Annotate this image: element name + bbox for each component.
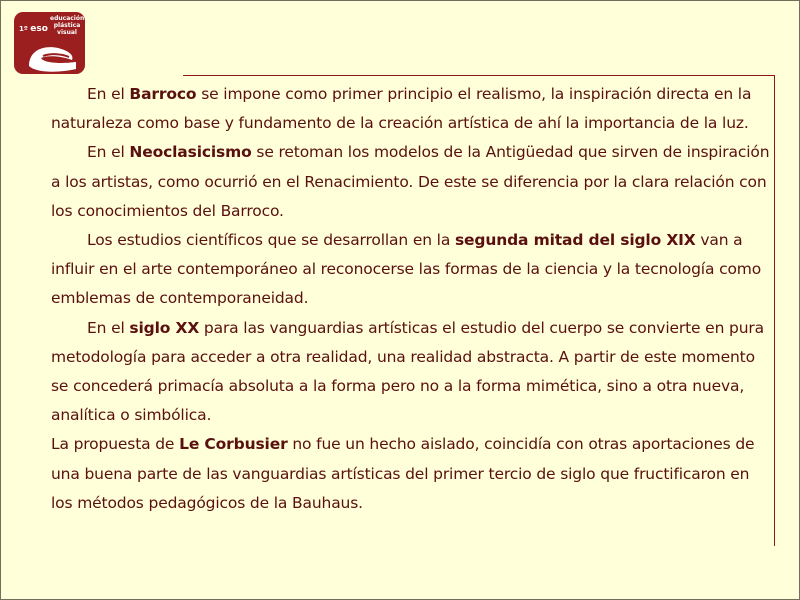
highlighted-term: siglo XX [129,318,200,337]
paragraph-4 [51,314,773,431]
logo-line-2: plástica [53,22,81,29]
highlighted-term: Neoclasicismo [129,143,252,162]
paragraph-2 [51,138,773,226]
paragraph-5 [51,430,773,518]
logo-line-3: visual [57,29,77,36]
paragraph-text: Los estudios científicos que se desarrollan en la [87,231,455,250]
course-logo [14,12,85,74]
logo-level: eso [30,24,48,34]
paragraph-text: se retoman los modelos de la Antigüedad que sirven de inspiración a los artistas, como ocurrió en el Renacimiento. De este se diferencia por la clara relación con los conocimientos del Barroco. [51,143,770,220]
paragraph-text: En el [87,143,130,162]
logo-grade-number: 1º [19,25,28,33]
paragraph-3 [51,226,773,314]
paragraph-text: En el [87,85,130,103]
highlighted-term: Barroco [129,85,197,103]
logo-brand-text [50,15,84,36]
right-rule [774,75,775,546]
paragraph-1 [51,80,773,138]
paragraph-text: van a influir en el arte contemporáneo al reconocerse las formas de la ciencia y la tecnología como emblemas de contemporaneidad. [51,231,762,308]
top-rule [183,75,775,76]
paragraph-text: se impone como primer principio el realismo, la inspiración directa en la naturaleza como base y fundamento de la creación artística de ahí la importancia de la luz. [51,85,752,133]
paragraph-text: no fue un hecho aislado, coincidía con otras aportaciones de una buena parte de las vanguardias artísticas del primer tercio de siglo que fructificaron en los métodos pedagógicos de la Bauhaus. [51,435,755,512]
logo-grade [19,24,48,34]
highlighted-term: Le Corbusier [179,435,288,454]
paragraph-text: La propuesta de [51,435,180,454]
logo-line-1: educación [50,15,85,22]
paragraph-text: En el [87,318,130,337]
paragraph-text: para las vanguardias artísticas el estudio del cuerpo se convierte en pura metodología para acceder a otra realidad, una realidad abstracta. A partir de este momento se concederá primacía absoluta a la forma pero no a la forma mimética, sino a otra nueva, analítica o simbólica. [51,318,764,425]
highlighted-term: segunda mitad del siglo XIX [454,231,696,250]
body-text [51,80,773,518]
